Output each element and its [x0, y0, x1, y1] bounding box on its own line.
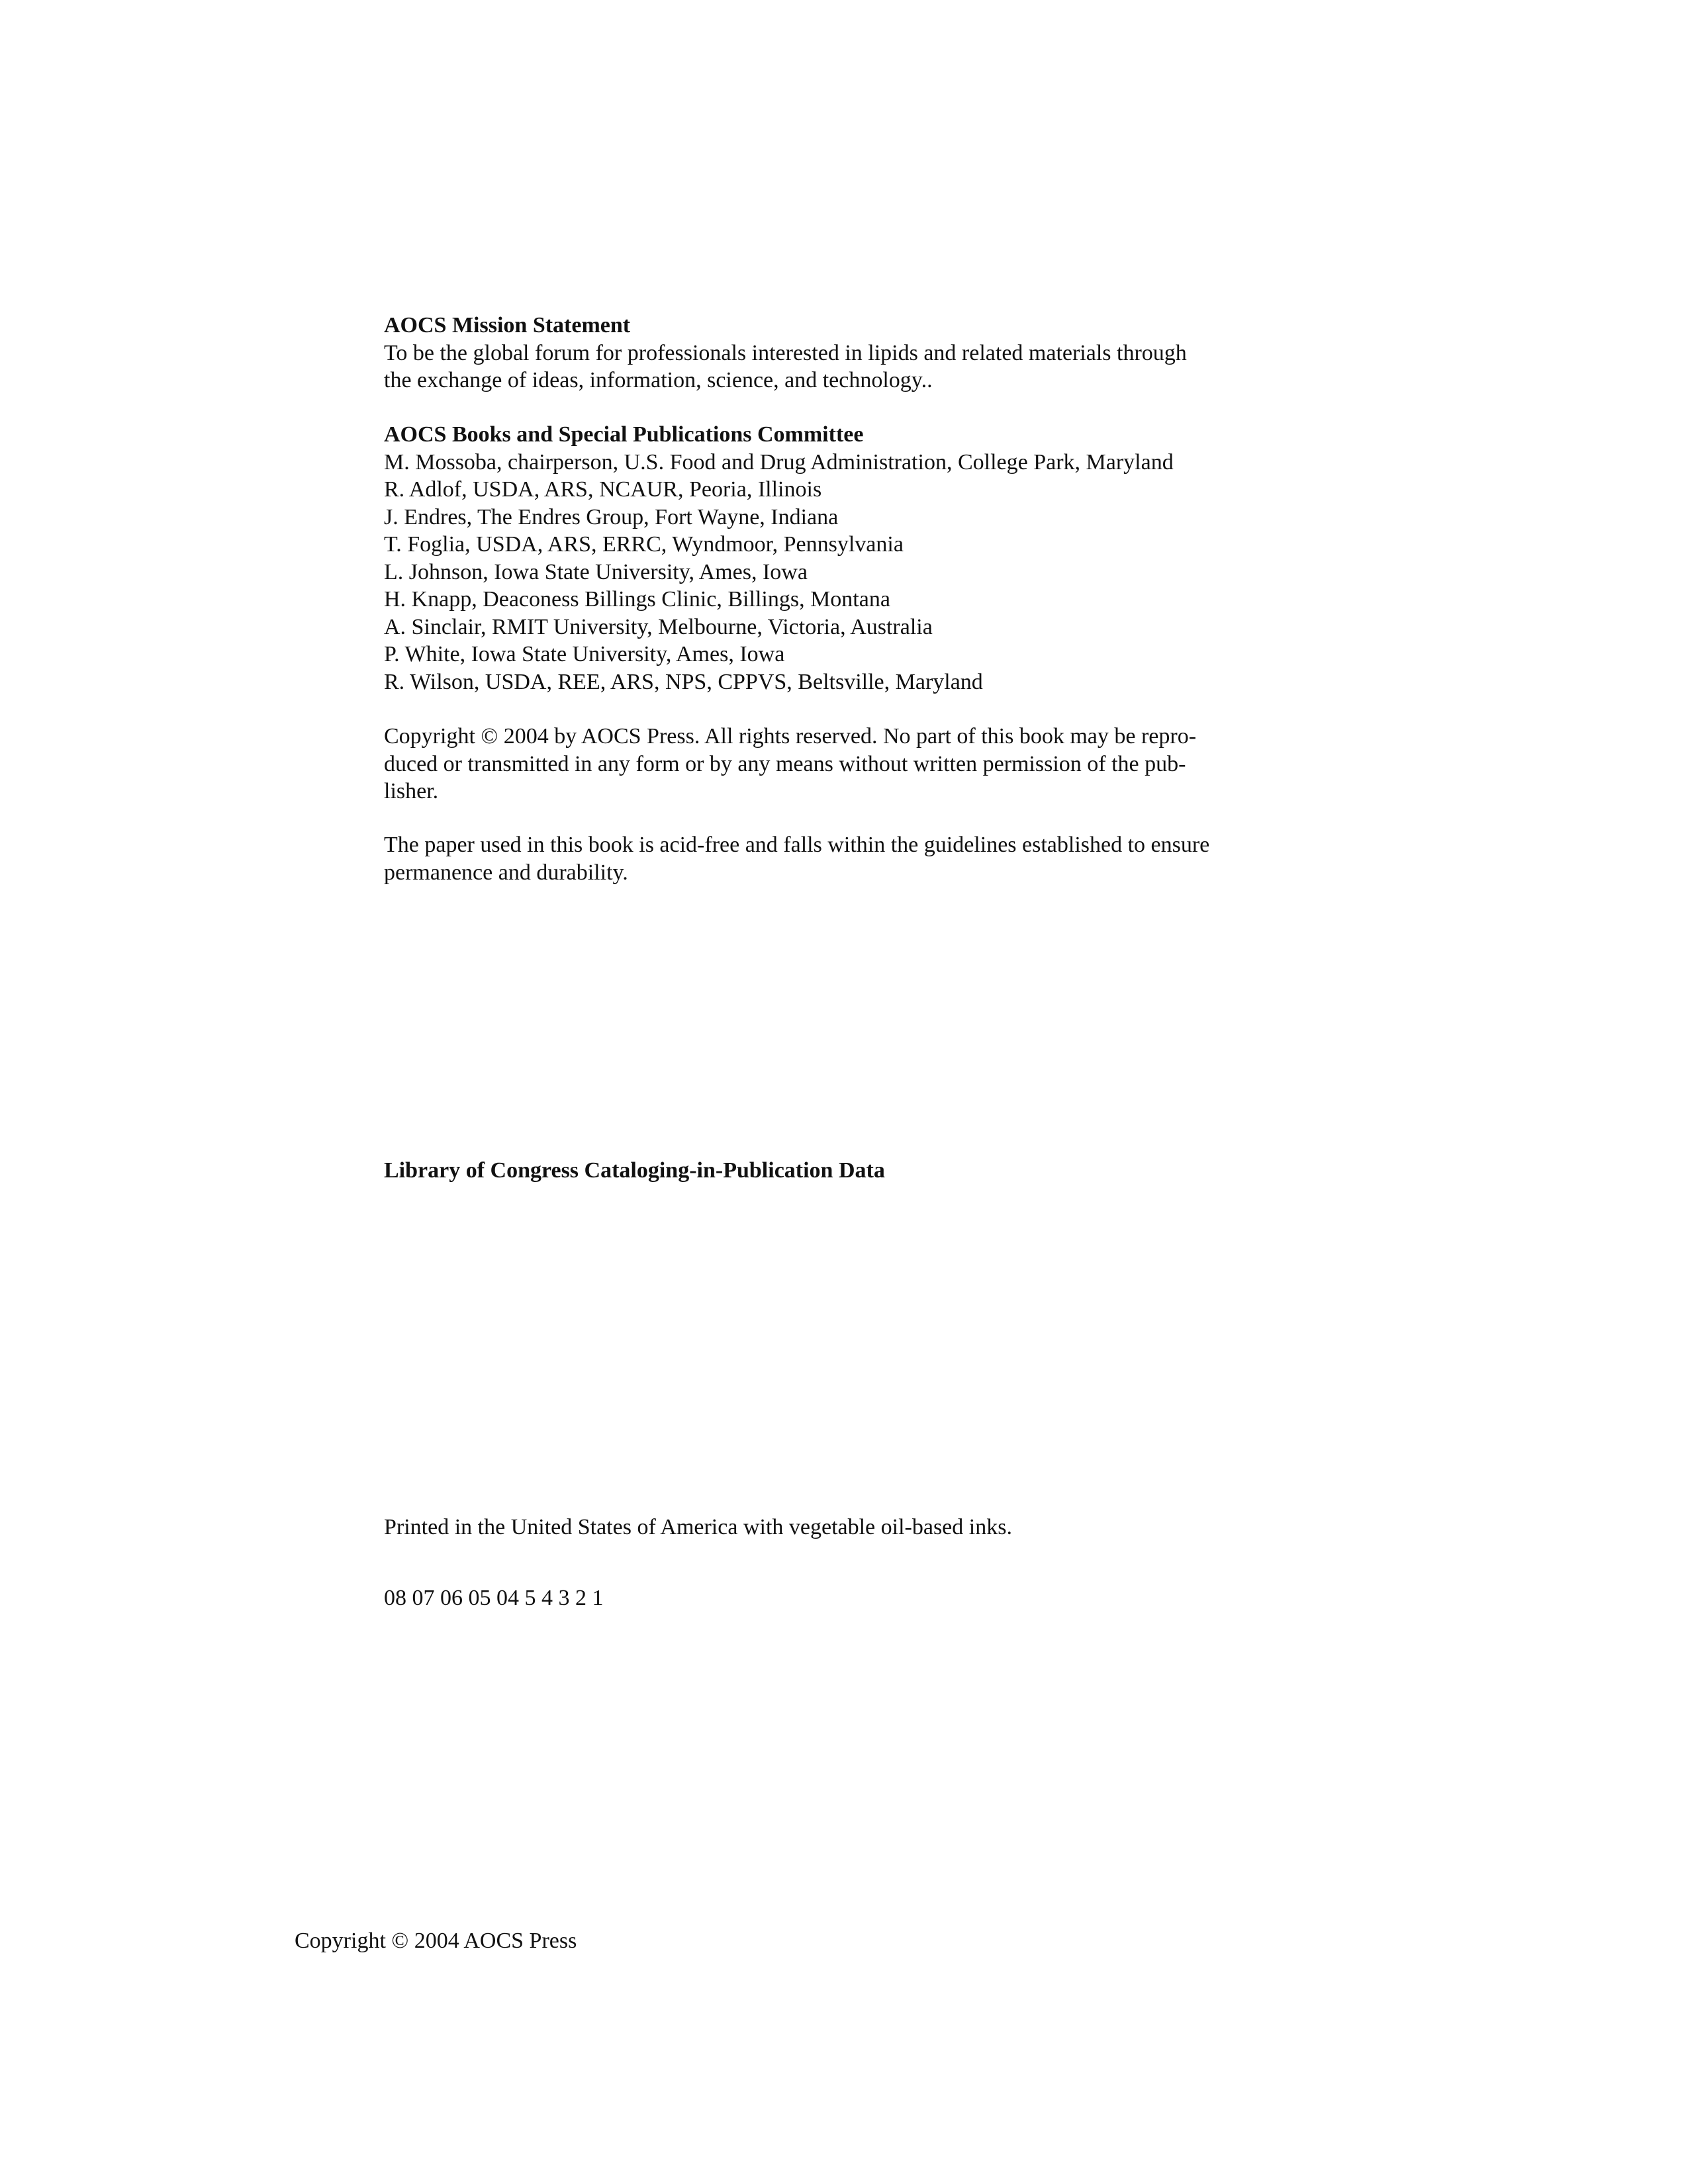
paper-line: permanence and durability.	[384, 860, 628, 885]
committee-member: H. Knapp, Deaconess Billings Clinic, Billings, Montana	[384, 587, 890, 612]
copyright-notice	[384, 723, 1324, 805]
committee-member: R. Wilson, USDA, REE, ARS, NPS, CPPVS, Beltsville, Maryland	[384, 669, 983, 694]
committee-heading: AOCS Books and Special Publications Committee	[384, 422, 864, 447]
print-line-numbers: 08 07 06 05 04 5 4 3 2 1	[384, 1586, 604, 1610]
cip-heading: Library of Congress Cataloging-in-Publication Data	[384, 1158, 885, 1183]
committee-member: L. Johnson, Iowa State University, Ames, Iowa	[384, 559, 808, 584]
committee-member: R. Adlof, USDA, ARS, NCAUR, Peoria, Illinois	[384, 477, 822, 502]
footer-copyright: Copyright © 2004 AOCS Press	[295, 1929, 577, 1953]
copyright-line: lisher.	[384, 779, 439, 803]
copyright-line: duced or transmitted in any form or by any means without written permission of the pub-	[384, 751, 1186, 776]
printed-notice	[384, 1514, 1324, 1541]
page-footer	[295, 1927, 577, 1955]
print-line	[384, 1584, 1324, 1612]
mission-line: To be the global forum for professionals interested in lipids and related materials through	[384, 340, 1187, 365]
mission-statement-section	[384, 312, 1324, 394]
committee-member: J. Endres, The Endres Group, Fort Wayne, Indiana	[384, 504, 839, 529]
cip-section	[384, 1157, 1324, 1185]
mission-line: the exchange of ideas, information, science, and technology..	[384, 368, 933, 392]
paper-line: The paper used in this book is acid-free and falls within the guidelines established to ensure	[384, 833, 1210, 857]
mission-heading: AOCS Mission Statement	[384, 313, 631, 338]
printed-text: Printed in the United States of America with vegetable oil-based inks.	[384, 1515, 1012, 1539]
committee-section	[384, 421, 1324, 696]
committee-member: T. Foglia, USDA, ARS, ERRC, Wyndmoor, Pennsylvania	[384, 532, 904, 557]
paper-notice	[384, 831, 1324, 886]
committee-member: P. White, Iowa State University, Ames, Iowa	[384, 642, 785, 666]
committee-member: M. Mossoba, chairperson, U.S. Food and Drug Administration, College Park, Maryland	[384, 449, 1174, 475]
committee-member: A. Sinclair, RMIT University, Melbourne, Victoria, Australia	[384, 614, 933, 639]
copyright-line: Copyright © 2004 by AOCS Press. All rights reserved. No part of this book may be repro-	[384, 724, 1197, 749]
